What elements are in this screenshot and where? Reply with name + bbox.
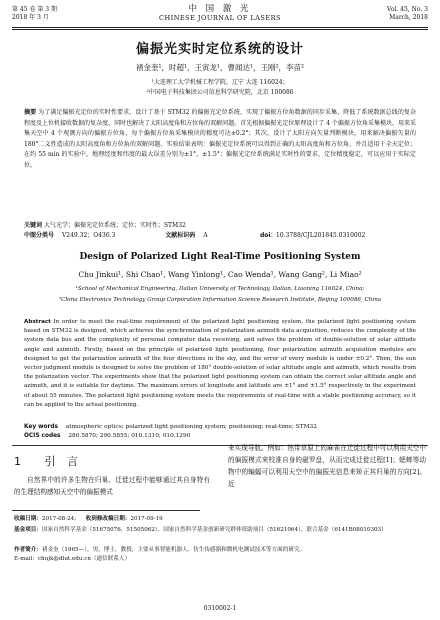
abstract-cn-label: 摘要: [24, 109, 37, 116]
body-column-left: 自然界中的许多生物在归巢、迁徙过程中能够通过其自身特有的生理结构感知天空中的偏振模式: [14, 476, 210, 496]
affiliation-cn-1: ¹大连理工大学机械工程学院，辽宁 大连 116024；: [151, 79, 289, 86]
volume-cn: 第 45 卷 第 3 期: [12, 6, 57, 13]
body-column-right: 来实现导航。例如：热带草原上的麻雀在迁徙过程中可以利用天空中的偏振模式来校准自身的磁罗盘，从而完成迁徙过程[1]；蟋蟀等动物中的蝙蝠可以利用天空中的偏振光信息来矫正其归巢的方向[2]。近: [228, 444, 426, 488]
abstract-cn-text: 为了满足偏振光定位的实时性要求，设计了基于 STM32 的偏振光定位系统，实现了偏振方位角数据的同步采集，降低了系统数据总线的复杂程度及上位机接收数据的复杂度，同时也解决了太阳高度角和方位角的双解问题。首先根据偏振光定位原理设计了 4 个偏振方位角采集模块，用来采集天空中 4 个观测方向的偏振方位角，每个偏振方位角采集模块的精度可达±0.2°；其次，设计了太阳方向矢量判断模块，用来解决偏振矢量的 180°二义性造成的太阳高度角和方位角的双解问题。实验结果表明：偏振光定位系统可以得到正确的太阳高度角和方位角，并且适用于全天定位；在约 55 min 的实验中，地理经度和纬度的最大误差分别为±1°，±1.5°；偏振光定位系统满足实时性的要求，定位精度稳定，可以应用于实际定位。: [24, 109, 416, 169]
keywords-en: [24, 423, 416, 431]
clc-label: 中图分类号: [24, 232, 55, 239]
section-number: 1: [14, 455, 25, 468]
fund-label: 基金项目：: [14, 527, 42, 533]
section-heading: [14, 453, 82, 469]
keywords-cn: [24, 222, 416, 230]
revised-label: 收到修改稿日期：: [85, 516, 131, 522]
doc-code: A: [203, 232, 208, 239]
revised-date: 2017-09-19: [130, 516, 163, 522]
authors-cn: 褚金奎¹，时超¹，王寅龙¹，曹闻达¹，王刚²，李苗²: [135, 63, 305, 72]
date-en: March, 2018: [389, 14, 428, 21]
footnote-dates: [14, 515, 426, 524]
affiliation-en-2: ²China Electronics Technology Group Corporation Information Science Research Institute, Beijing 100086, China: [58, 297, 382, 303]
date-cn: 2018 年 3 月: [12, 14, 49, 21]
received-label: 收稿日期：: [14, 516, 42, 522]
paper-title-cn: 偏振光实时定位系统的设计: [135, 42, 304, 57]
keywords-cn-text: 大气光学；偏振光定位系统；定位；实时性；STM32: [43, 222, 186, 229]
email-label: E-mail：: [14, 555, 38, 562]
section-title: 引 言: [44, 455, 82, 468]
header-center: [12, 4, 428, 22]
clc-code: V249.32；O436.3: [61, 232, 116, 239]
footnote-rule: [12, 510, 200, 511]
journal-name-en: CHINESE JOURNAL OF LASERS: [159, 14, 281, 22]
affiliation-en-1: ¹School of Mechanical Engineering, Dalian University of Technology, Dalian, Liaoning 116024, China;: [75, 286, 365, 292]
keywords-en-text: atmospheric optics; polarized light positioning system; positioning; real-time; STM32: [65, 424, 317, 430]
keywords-cn-label: 关键词: [24, 222, 43, 229]
author-bio-label: 作者简介：: [14, 547, 42, 553]
abstract-en-text: In order to meet the real-time requirement of the polarized light positioning system, the polarized light positioning system based on STM32 is designed, which achieves the synchronization of polarization azimuth data acquisition, reduces the complexity of the system data bus and the complexity of personal computer data receiving, and solves the problem of double-solution of solar altitude angle and azimuth. Firstly, based on the principle of polarized light positioning, four polarization azimuth acquisition modules are designed to get the polarization azimuth of the four directions in the sky, and the error of every module is under ±0.2°. Then, the sun vector judgment module is designed to solve the problem of 180° double-solution of solar altitude angle and azimuth, which results from the polarization vector. The experiments show that the polarized light positioning system can obtain the correct solar altitude angle and azimuth, and it is suitable for daytime. The maximum errors of longitude and latitude are ±1° and ±1.5° respectively in the experiment of about 55 minutes. The polarized light positioning system meets the requirements of real-time with a stable positioning accuracy, so it can be applied to the actual positioning.: [24, 319, 416, 408]
page-number: 0310002-1: [203, 605, 237, 612]
running-header: [12, 4, 428, 26]
paper-title-en: Design of Polarized Light Real-Time Positioning System: [79, 252, 361, 262]
doc-code-label: 文献标识码: [165, 232, 196, 239]
header-right: [387, 6, 428, 22]
doi-label: doi：: [260, 232, 277, 239]
affiliation-cn-2: ²中国电子科技集团公司信息科学研究院，北京 100086: [146, 89, 294, 96]
classification-row: [24, 232, 416, 240]
keywords-en-label: Key words: [24, 424, 58, 430]
journal-name-cn: 中 国 激 光: [188, 4, 252, 14]
ocis-codes: [24, 432, 416, 440]
header-rule-thin: [12, 29, 428, 30]
abstract-cn: [24, 108, 416, 171]
abstract-en-label: Abstract: [24, 319, 51, 325]
header-rule: [12, 27, 428, 28]
fund-text: 国家自然科学基金（51675076，51505062）、国家自然科学基金创新研究群体资助项目（51621064）、联合基金（6141B08010303）: [41, 527, 387, 533]
volume-en: Vol. 45, No. 3: [387, 6, 428, 13]
ocis-label: OCIS codes: [24, 433, 61, 439]
doi-value[interactable]: 10.3788/CJL201845.0310002: [276, 232, 366, 239]
ocis-text: 280.5870; 290.5855; 010.1310; 010.1290: [68, 433, 191, 439]
footnote-author: [14, 546, 426, 563]
authors-en: Chu Jinkui¹, Shi Chao¹, Wang Yinlong¹, Cao Wenda¹, Wang Gang², Li Miao²: [78, 270, 362, 279]
footnote-fund: [14, 526, 426, 535]
received-date: 2017-08-24；: [41, 516, 80, 522]
author-bio-text: 褚金奎（1965—），男，博士，教授，主要从事智能机器人、仿生传感器和微机电测试技术等方面的研究。: [41, 547, 306, 553]
abstract-en: [24, 318, 416, 410]
email-value[interactable]: chujk@dlut.edu.cn（通信联系人）: [37, 555, 131, 562]
